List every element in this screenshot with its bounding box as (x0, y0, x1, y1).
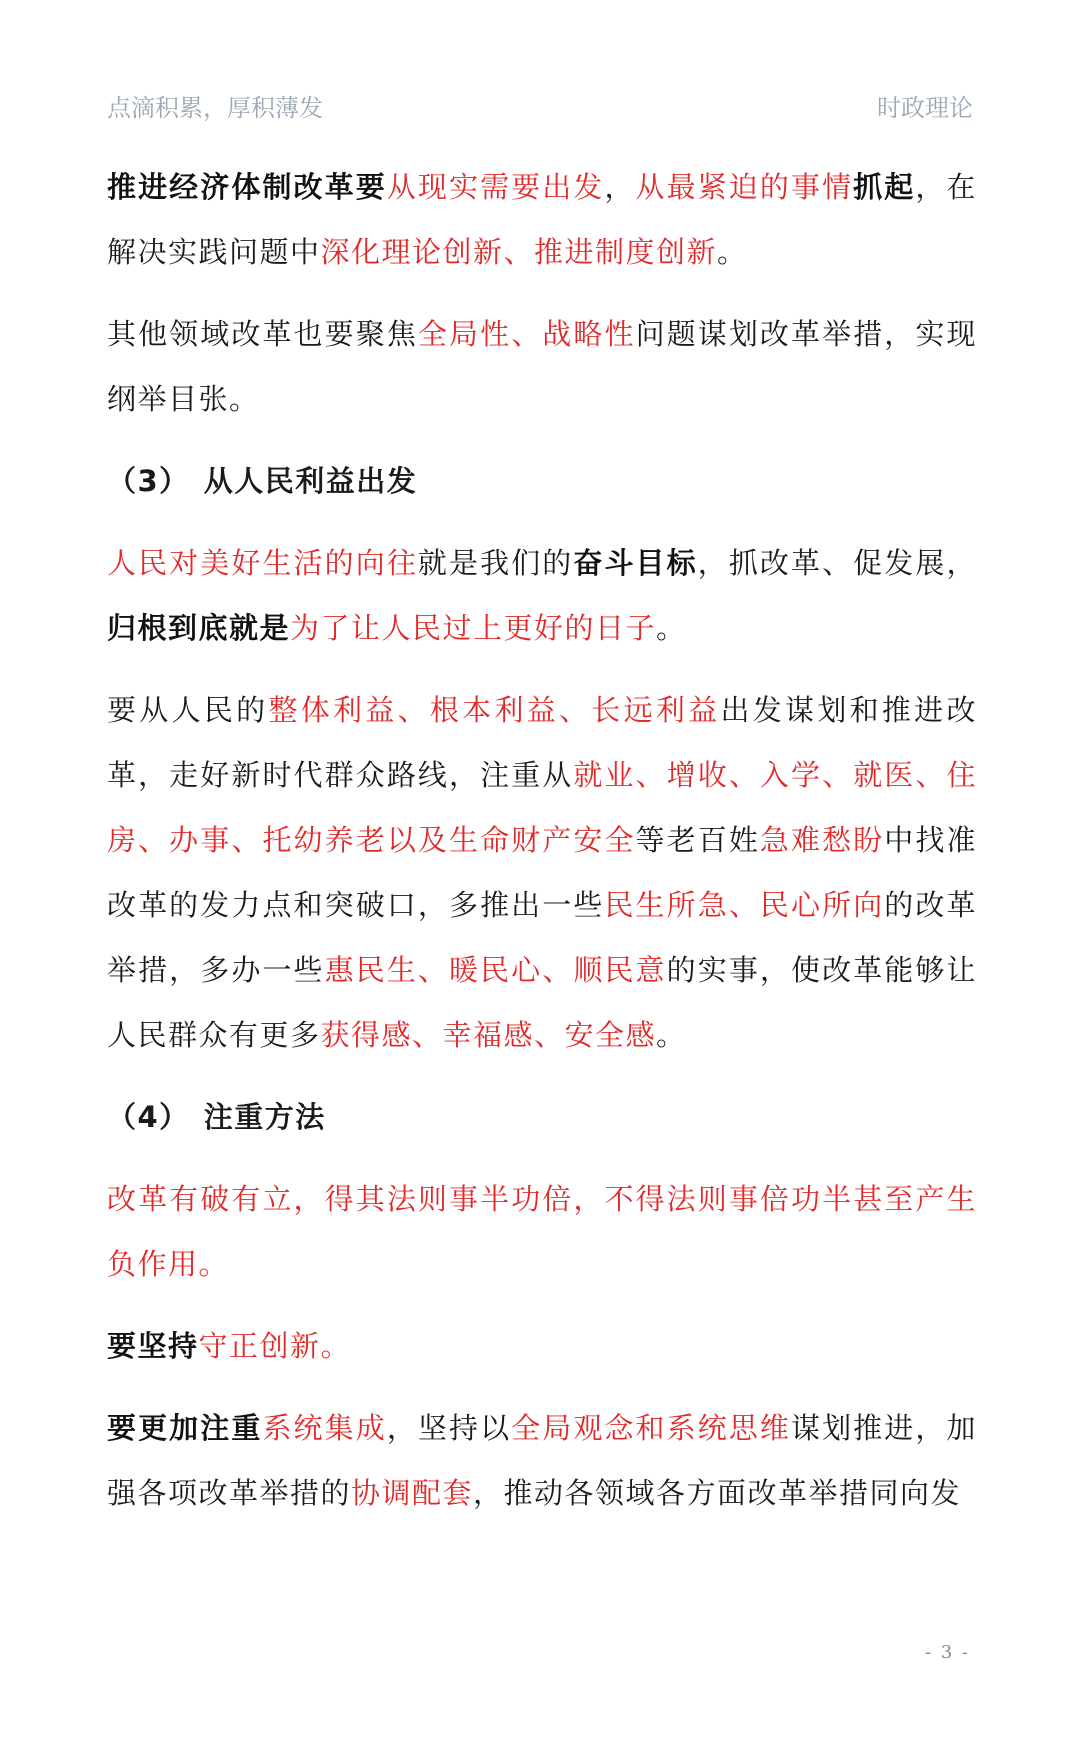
text-segment: 守正创新。 (198, 1329, 352, 1363)
text-segment: 。 (717, 235, 748, 269)
section-heading-people-interest (107, 449, 977, 514)
text-segment: 全局观念和系统思维 (511, 1411, 791, 1445)
paragraph-people-benefit (107, 678, 977, 1068)
text-segment: 中找准改革的发力点和突破口，多推出一些 (107, 823, 977, 922)
section-number: （3） (107, 464, 190, 498)
text-segment: 系统集成 (262, 1411, 387, 1445)
text-segment: 深化理论创新、推进制度创新 (320, 235, 718, 269)
text-segment: 要坚持 (107, 1329, 199, 1363)
text-segment: 全局性、战略性 (417, 317, 636, 351)
text-segment: 出发谋划和推进改革，走好新时代群众路线，注重从 (107, 693, 977, 792)
paragraph-people-aspiration (107, 531, 977, 661)
paragraph-economic-reform (107, 155, 977, 285)
paragraph-system-integration (107, 1396, 977, 1526)
text-segment: 为了让人民过上更好的日子 (290, 611, 657, 645)
text-segment: 谋划推进，加强各项改革举措的 (107, 1411, 977, 1510)
text-segment: 整体利益、根本利益、长远利益 (268, 693, 721, 727)
text-segment: 推进经济体制改革要 (107, 170, 387, 204)
text-segment: 。 (656, 1018, 687, 1052)
document-body (107, 155, 977, 1543)
text-segment: 归根到底就是 (107, 611, 291, 645)
text-segment: 从现实需要出发 (386, 170, 605, 204)
text-segment: ，推动各领域各方面改革举措同向发 (473, 1476, 962, 1510)
header-category: 时政理论 (877, 94, 973, 122)
text-segment: 的实事，使改革能够让人民群众有更多 (107, 953, 977, 1052)
page-header (107, 88, 973, 128)
text-segment: 从最紧迫的事情 (635, 170, 854, 204)
text-segment: 急难愁盼 (759, 823, 885, 857)
text-segment: 获得感、幸福感、安全感 (320, 1018, 657, 1052)
paragraph-reform-method (107, 1167, 977, 1297)
page-number: - 3 - (924, 1642, 970, 1663)
text-segment: 惠民生、暖民心、顺民意 (324, 953, 667, 987)
text-segment: 其他领域改革也要聚焦 (107, 317, 418, 351)
text-segment: 要从人民的 (107, 693, 269, 727)
paragraph-innovation (107, 1314, 977, 1379)
text-segment: 的改革举措，多办一些 (107, 888, 977, 987)
text-segment: 等老百姓 (635, 823, 760, 857)
text-segment: 问题谋划改革举措，实现纲举目张。 (107, 317, 977, 416)
paragraph-other-reforms (107, 302, 977, 432)
text-segment: 就业、增收、入学、就医、住房、办事、托幼养老以及生命财产安全 (107, 758, 977, 857)
text-segment: 改革有破有立，得其法则事半功倍，不得法则事倍功半甚至产生负作用。 (107, 1182, 977, 1281)
section-number: （4） (107, 1100, 190, 1134)
header-slogan: 点滴积累，厚积薄发 (107, 94, 323, 122)
text-segment: ， (604, 170, 636, 204)
text-segment: 人民对美好生活的向往 (107, 546, 418, 580)
text-segment: ，坚持以 (386, 1411, 512, 1445)
text-segment: 要更加注重 (107, 1411, 263, 1445)
text-segment: 民生所急、民心所向 (604, 888, 885, 922)
section-title: 从人民利益出发 (203, 464, 418, 498)
section-heading-method (107, 1085, 977, 1150)
text-segment: 就是我们的 (417, 546, 574, 580)
section-title: 注重方法 (203, 1100, 326, 1134)
text-segment: 抓起 (853, 170, 916, 204)
text-segment: 。 (656, 611, 687, 645)
text-segment: ，抓改革、促发展， (697, 546, 977, 580)
text-segment: 协调配套 (351, 1476, 474, 1510)
text-segment: ，在解决实践问题中 (107, 170, 977, 269)
text-segment: 奋斗目标 (573, 546, 698, 580)
